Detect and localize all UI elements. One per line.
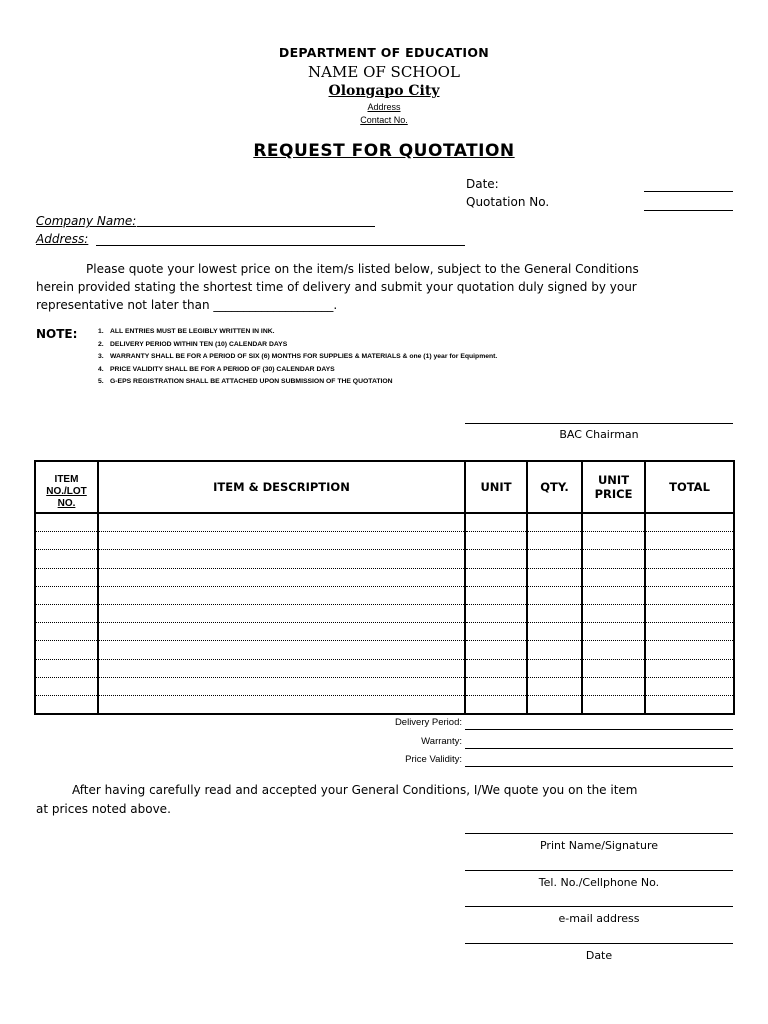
cell-unit-price[interactable]	[582, 568, 645, 586]
intro-line-3: representative not later than ____________________.	[36, 298, 338, 312]
cell-item-no[interactable]	[35, 659, 98, 677]
cell-unit[interactable]	[465, 550, 527, 568]
table-row	[35, 677, 734, 695]
intro-line-1: Please quote your lowest price on the item/s listed below, subject to the General Conditions	[86, 262, 639, 276]
cell-qty[interactable]	[527, 677, 582, 695]
cell-unit-price[interactable]	[582, 550, 645, 568]
cell-description[interactable]	[98, 532, 465, 550]
cell-item-no[interactable]	[35, 568, 98, 586]
cell-unit-price[interactable]	[582, 677, 645, 695]
price-validity-label: Price Validity:	[405, 754, 462, 765]
print-name-label: Print Name/Signature	[539, 839, 659, 852]
contact-heading	[0, 115, 768, 125]
school-name: NAME OF SCHOOL	[308, 63, 460, 81]
date-field[interactable]	[644, 191, 733, 192]
cell-unit-price[interactable]	[582, 641, 645, 659]
bac-chairman-label: BAC Chairman	[559, 428, 639, 441]
signature-date-label: Date	[585, 949, 613, 962]
cell-item-no[interactable]	[35, 604, 98, 622]
cell-description[interactable]	[98, 513, 465, 532]
col-unit-price-line2: PRICE	[594, 487, 633, 501]
cell-item-no[interactable]	[35, 586, 98, 604]
cell-total[interactable]	[645, 677, 734, 695]
cell-item-no[interactable]	[35, 623, 98, 641]
cell-description[interactable]	[98, 695, 465, 714]
col-description: ITEM & DESCRIPTION	[98, 461, 465, 513]
cell-unit[interactable]	[465, 623, 527, 641]
cell-qty[interactable]	[527, 586, 582, 604]
cell-total[interactable]	[645, 568, 734, 586]
cell-description[interactable]	[98, 604, 465, 622]
table-row	[35, 659, 734, 677]
cell-unit[interactable]	[465, 568, 527, 586]
cell-description[interactable]	[98, 550, 465, 568]
city-text: Olongapo City	[328, 83, 440, 99]
col-item-no-line2: NO./LOT NO.	[46, 486, 87, 509]
warranty-field[interactable]	[465, 748, 733, 749]
note-number: 4.	[98, 365, 104, 373]
col-total: TOTAL	[645, 461, 734, 513]
note-item	[98, 364, 497, 377]
table-row	[35, 568, 734, 586]
price-validity-field[interactable]	[465, 766, 733, 767]
cell-description[interactable]	[98, 641, 465, 659]
cell-total[interactable]	[645, 641, 734, 659]
cell-qty[interactable]	[527, 604, 582, 622]
cell-description[interactable]	[98, 677, 465, 695]
col-unit-price	[582, 461, 645, 513]
cell-unit[interactable]	[465, 641, 527, 659]
quotation-label: Quotation No.	[466, 195, 550, 209]
cell-total[interactable]	[645, 623, 734, 641]
note-item	[98, 326, 497, 339]
cell-qty[interactable]	[527, 641, 582, 659]
note-item	[98, 351, 497, 364]
cell-unit-price[interactable]	[582, 659, 645, 677]
tel-label: Tel. No./Cellphone No.	[538, 876, 660, 889]
email-field[interactable]	[465, 906, 733, 907]
cell-unit[interactable]	[465, 695, 527, 714]
closing-line-2: at prices noted above.	[36, 802, 171, 816]
cell-unit[interactable]	[465, 659, 527, 677]
table-body	[35, 513, 734, 714]
tel-field[interactable]	[465, 870, 733, 871]
cell-total[interactable]	[645, 550, 734, 568]
note-number: 5.	[98, 378, 104, 385]
note-list	[98, 326, 497, 389]
cell-total[interactable]	[645, 532, 734, 550]
cell-total[interactable]	[645, 659, 734, 677]
cell-unit[interactable]	[465, 513, 527, 532]
contact-text: Contact No.	[360, 115, 408, 125]
cell-qty[interactable]	[527, 532, 582, 550]
col-unit-price-line1: UNIT	[597, 473, 630, 487]
cell-unit-price[interactable]	[582, 623, 645, 641]
cell-item-no[interactable]	[35, 532, 98, 550]
cell-description[interactable]	[98, 568, 465, 586]
bac-chairman-signature-line[interactable]	[465, 423, 733, 424]
print-name-signature-field[interactable]	[465, 833, 733, 834]
note-text: PRICE VALIDITY SHALL BE FOR A PERIOD OF (30) CALENDAR DAYS	[110, 365, 335, 373]
cell-unit[interactable]	[465, 677, 527, 695]
cell-unit-price[interactable]	[582, 513, 645, 532]
cell-qty[interactable]	[527, 623, 582, 641]
col-item-no	[35, 461, 98, 513]
table-row	[35, 641, 734, 659]
note-text: ALL ENTRIES MUST BE LEGIBLY WRITTEN IN INK.	[110, 328, 275, 335]
quotation-table	[34, 460, 735, 715]
note-text: G-EPS REGISTRATION SHALL BE ATTACHED UPON SUBMISSION OF THE QUOTATION	[110, 378, 393, 385]
table-row	[35, 532, 734, 550]
page-title-text: REQUEST FOR QUOTATION	[253, 141, 515, 161]
delivery-period-field[interactable]	[465, 729, 733, 730]
cell-total[interactable]	[645, 513, 734, 532]
address-text: Address	[367, 102, 401, 112]
cell-unit-price[interactable]	[582, 586, 645, 604]
closing-line-1: After having carefully read and accepted your General Conditions, I/We quote you on the item	[72, 783, 638, 797]
note-item	[98, 339, 497, 352]
cell-unit-price[interactable]	[582, 604, 645, 622]
cell-total[interactable]	[645, 586, 734, 604]
cell-unit-price[interactable]	[582, 532, 645, 550]
cell-total[interactable]	[645, 695, 734, 714]
email-label: e-mail address	[558, 912, 640, 925]
signature-date-field[interactable]	[465, 943, 733, 944]
cell-item-no[interactable]	[35, 695, 98, 714]
note-text: WARRANTY SHALL BE FOR A PERIOD OF SIX (6) MONTHS FOR SUPPLIES & MATERIALS & one (1) year for Equipment.	[110, 353, 498, 360]
note-text: DELIVERY PERIOD WITHIN TEN (10) CALENDAR DAYS	[110, 340, 288, 348]
table-row	[35, 623, 734, 641]
warranty-label: Warranty:	[421, 736, 462, 747]
note-number: 2.	[98, 340, 104, 348]
company-name-field[interactable]	[137, 226, 375, 227]
address-heading	[0, 102, 768, 112]
col-qty: QTY.	[527, 461, 582, 513]
cell-qty[interactable]	[527, 659, 582, 677]
cell-description[interactable]	[98, 659, 465, 677]
table-row	[35, 586, 734, 604]
col-item-no-line1: ITEM	[54, 474, 79, 485]
table-header-row	[35, 461, 734, 513]
company-name-label: Company Name:	[36, 214, 137, 228]
cell-item-no[interactable]	[35, 677, 98, 695]
cell-description[interactable]	[98, 586, 465, 604]
table-row	[35, 513, 734, 532]
cell-unit[interactable]	[465, 586, 527, 604]
note-label: NOTE:	[36, 327, 78, 341]
cell-qty[interactable]	[527, 568, 582, 586]
cell-item-no[interactable]	[35, 641, 98, 659]
note-number: 1.	[98, 328, 104, 335]
cell-unit[interactable]	[465, 532, 527, 550]
cell-description[interactable]	[98, 623, 465, 641]
address-label: Address:	[36, 232, 89, 246]
quotation-number-field[interactable]	[644, 210, 733, 211]
page-title	[0, 141, 768, 161]
intro-line-2: herein provided stating the shortest time of delivery and submit your quotation duly signed by your	[36, 280, 637, 294]
cell-qty[interactable]	[527, 513, 582, 532]
address-field[interactable]	[96, 245, 465, 246]
table-row	[35, 550, 734, 568]
col-unit: UNIT	[465, 461, 527, 513]
cell-item-no[interactable]	[35, 550, 98, 568]
date-label: Date:	[466, 177, 499, 191]
cell-unit[interactable]	[465, 604, 527, 622]
cell-unit-price[interactable]	[582, 695, 645, 714]
table-row	[35, 695, 734, 714]
cell-qty[interactable]	[527, 695, 582, 714]
department-heading: DEPARTMENT OF EDUCATION	[278, 45, 490, 60]
city-heading	[0, 83, 768, 99]
table-row	[35, 604, 734, 622]
cell-item-no[interactable]	[35, 513, 98, 532]
cell-qty[interactable]	[527, 550, 582, 568]
cell-total[interactable]	[645, 604, 734, 622]
note-item	[98, 376, 497, 389]
note-number: 3.	[98, 353, 104, 360]
delivery-period-label: Delivery Period:	[394, 717, 462, 728]
